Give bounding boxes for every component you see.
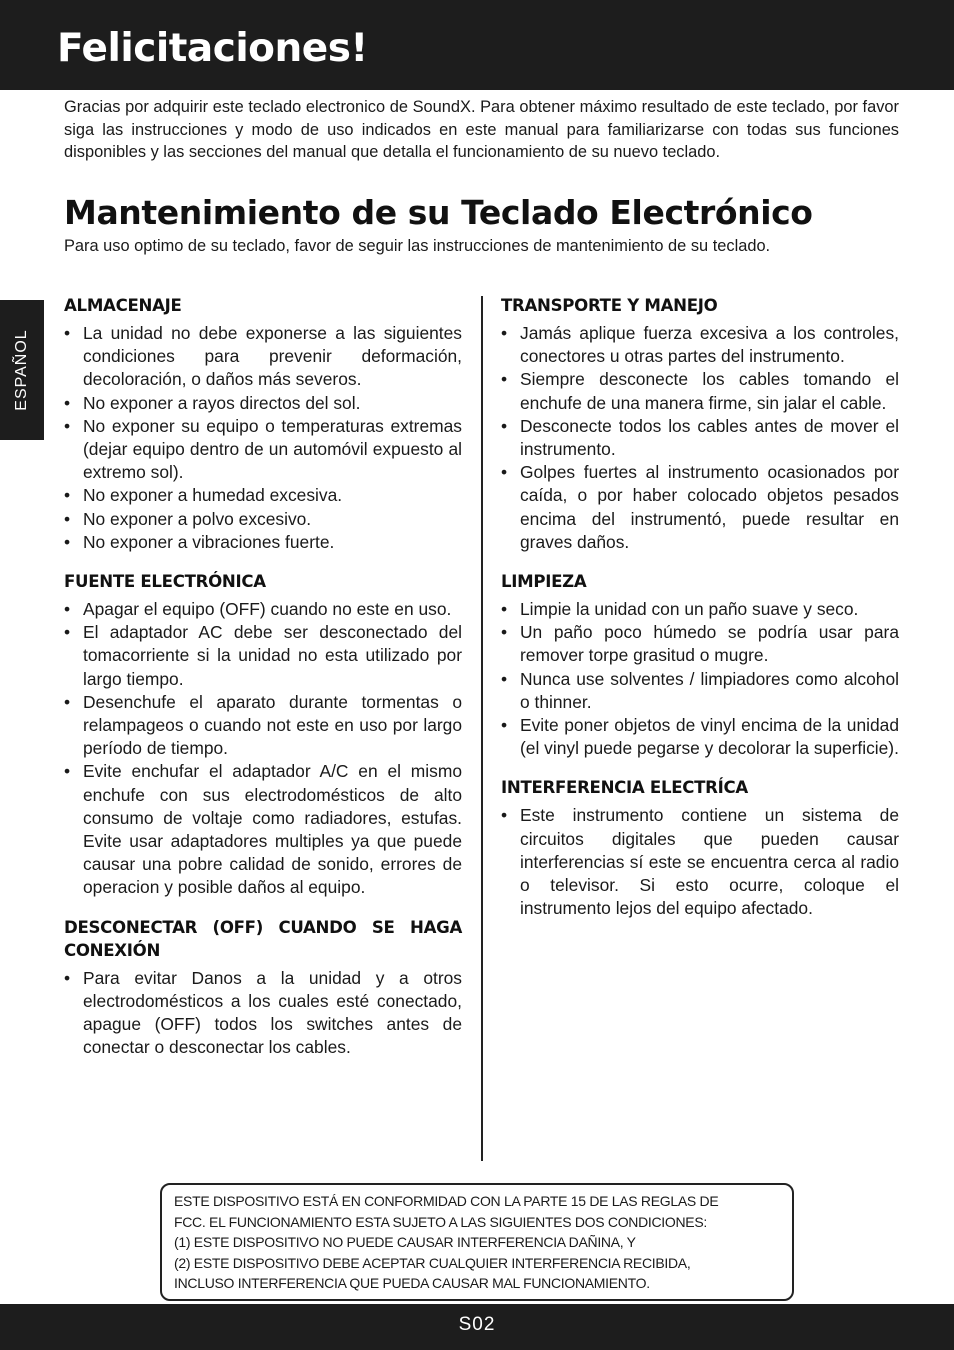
list-item: • No exponer a rayos directos del sol. (64, 392, 462, 415)
list-item: • Para evitar Danos a la unidad y a otros electrodomésticos a los cuales esté conectado, apague (OFF) todos los switches antes de conectar o desconectar los cables. (64, 967, 462, 1060)
page-number: S02 (458, 1314, 496, 1335)
list-item: • Jamás aplique fuerza excesiva a los controles, conectores u otras partes del instrumento. (501, 322, 899, 368)
section-title: Mantenimiento de su Teclado Electrónico (64, 193, 813, 232)
right-column (501, 294, 899, 920)
column-divider (481, 296, 483, 1161)
list-item: • Evite enchufar el adaptador A/C en el mismo enchufe con sus electrodomésticos de alto consumo de voltaje como radiadores, estufas. Evite usar adaptadores multiples ya que puede causar una pobre calidad de sonido, errores de operacion y posible daños al equipo. (64, 760, 462, 899)
bullet-list (64, 598, 462, 900)
list-item: • Apagar el equipo (OFF) cuando no este en uso. (64, 598, 462, 621)
section-fuente-electronica (64, 570, 462, 900)
bullet-list (501, 598, 899, 760)
language-tab (0, 300, 44, 440)
footer-bar (0, 1304, 954, 1350)
list-item: • Evite poner objetos de vinyl encima de la unidad (el vinyl puede pegarse y decolorar la superficie). (501, 714, 899, 760)
list-item: • La unidad no debe exponerse a las siguientes condiciones para prevenir deformación, decoloración, o daños más severos. (64, 322, 462, 392)
list-item: • Siempre desconecte los cables tomando el enchufe de una manera firme, sin jalar el cable. (501, 368, 899, 414)
list-item: • Desenchufe el aparato durante tormentas o relampageos o cuando not este en uso por largo período de tiempo. (64, 691, 462, 761)
list-item: • No exponer a humedad excesiva. (64, 484, 462, 507)
list-item: • No exponer a polvo excesivo. (64, 508, 462, 531)
language-tab-label: ESPAÑOL (13, 329, 30, 411)
bullet-list (64, 967, 462, 1060)
list-item: • No exponer su equipo o temperaturas extremas (dejar equipo dentro de un automóvil expuesto al extremo sol). (64, 415, 462, 485)
fcc-notice-box (160, 1183, 794, 1301)
bullet-list (64, 322, 462, 554)
section-heading: LIMPIEZA (501, 572, 587, 592)
list-item: • Nunca use solventes / limpiadores como alcohol o thinner. (501, 668, 899, 714)
fcc-notice-line: ESTE DISPOSITIVO ESTÁ EN CONFORMIDAD CON LA PARTE 15 DE LAS REGLAS DE (174, 1193, 719, 1209)
list-item: • Limpie la unidad con un paño suave y seco. (501, 598, 899, 621)
section-transporte (501, 294, 899, 554)
section-heading: FUENTE ELECTRÓNICA (64, 572, 266, 592)
section-almacenaje (64, 294, 462, 554)
section-heading: INTERFERENCIA ELECTRÍCA (501, 778, 748, 798)
bullet-list (501, 804, 899, 920)
section-desconectar (64, 916, 462, 1060)
page-title: Felicitaciones! (57, 26, 368, 71)
bullet-list (501, 322, 899, 554)
fcc-notice-line: (1) ESTE DISPOSITIVO NO PUEDE CAUSAR INTERFERENCIA DAÑINA, Y (174, 1234, 636, 1250)
list-item: • Este instrumento contiene un sistema de circuitos digitales que pueden causar interferencias sí este se encuentra cerca al radio o televisor. Si esto ocurre, coloque el instrumento lejos del equipo afectado. (501, 804, 899, 920)
list-item: • Desconecte todos los cables antes de mover el instrumento. (501, 415, 899, 461)
left-column (64, 294, 462, 1059)
list-item: • Un paño poco húmedo se podría usar para remover torpe grasitud o mugre. (501, 621, 899, 667)
fcc-notice-line: (2) ESTE DISPOSITIVO DEBE ACEPTAR CUALQUIER INTERFERENCIA RECIBIDA, (174, 1254, 691, 1271)
fcc-notice-line: INCLUSO INTERFERENCIA QUE PUEDA CAUSAR MAL FUNCIONAMIENTO. (174, 1275, 650, 1291)
section-heading: TRANSPORTE Y MANEJO (501, 296, 718, 315)
section-interferencia (501, 776, 899, 920)
fcc-notice-line: FCC. EL FUNCIONAMIENTO ESTA SUJETO A LAS SIGUIENTES DOS CONDICIONES: (174, 1213, 707, 1230)
list-item: • Golpes fuertes al instrumento ocasionados por caída, o por haber colocado objetos pesados encima del instrumentó, puede resultar en graves daños. (501, 461, 899, 554)
intro-paragraph: Gracias por adquirir este teclado electronico de SoundX. Para obtener máximo resultado de este teclado, por favor siga las instrucciones y modo de uso indicados en este manual para familiarizarse con todas sus funciones disponibles y las secciones del manual que detalla el funcionamiento de su nuevo teclado. (64, 98, 899, 162)
section-heading: ALMACENAJE (64, 296, 182, 315)
section-limpieza (501, 570, 899, 760)
list-item: • No exponer a vibraciones fuerte. (64, 531, 462, 554)
section-intro: Para uso optimo de su teclado, favor de seguir las instrucciones de mantenimiento de su teclado. (64, 237, 771, 255)
header-bar (0, 0, 954, 90)
list-item: • El adaptador AC debe ser desconectado del tomacorriente si la unidad no esta utilizado por largo tiempo. (64, 621, 462, 691)
section-heading: DESCONECTAR (OFF) CUANDO SE HAGA CONEXIÓN (64, 917, 462, 960)
